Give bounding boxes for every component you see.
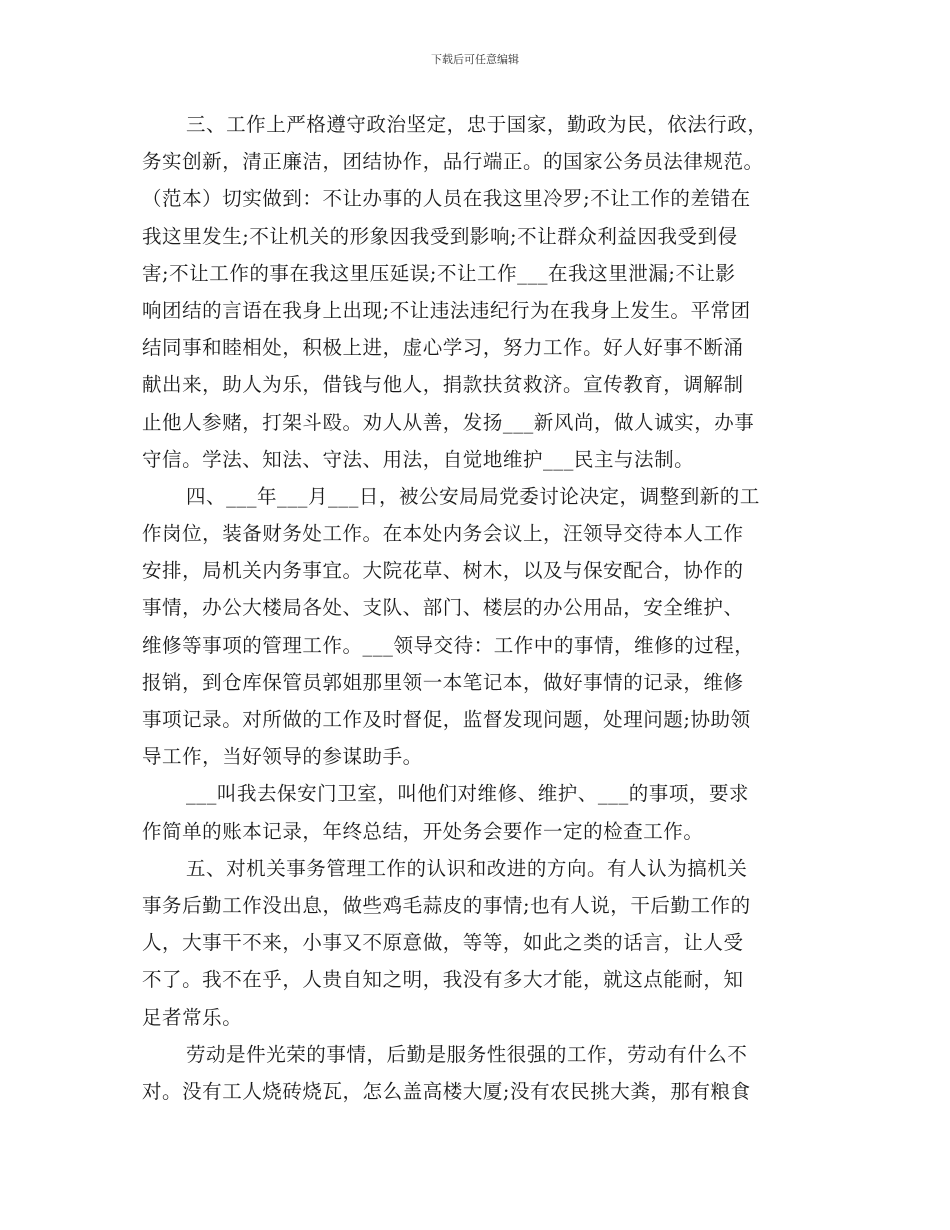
text-line: 害;不让工作的事在我这里压延误;不让工作___在我这里泄漏;不让影 [142,261,736,285]
text-line: 对。没有工人烧砖烧瓦，怎么盖高楼大厦;没有农民挑大粪，那有粮食 [142,1079,751,1103]
text-line: 事务后勤工作没出息，做些鸡毛蒜皮的事情;也有人说，干后勤工作的 [142,893,751,917]
text-line: 献出来，助人为乐，借钱与他人，捐款扶贫救济。宣传教育，调解制 [142,373,744,397]
text-line: 足者常乐。 [142,1005,243,1029]
text-line: 三、工作上严格遵守政治坚定，忠于国家，勤政为民，依法行政， [186,113,768,136]
text-line: 结同事和睦相处，积极上进，虚心学习，努力工作。好人好事不断涌 [142,336,744,360]
text-line: 务实创新，清正廉洁，团结协作，品行端正。的国家公务员法律规范。 [142,150,764,174]
text-line: 作简单的账本记录，年终总结，开处务会要作一定的检查工作。 [142,819,704,843]
text-line: 劳动是件光荣的事情，后勤是服务性很强的工作，劳动有什么不 [186,1042,748,1066]
text-line: 导工作，当好领导的参谋助手。 [142,745,423,769]
page-header: 下载后可任意编辑 [431,53,519,66]
text-line: 维修等事项的管理工作。___领导交待：工作中的事情，维修的过程， [142,633,755,657]
text-line: 响团结的言语在我身上出现;不让违法违纪行为在我身上发生。平常团 [142,298,751,322]
text-line: 不了。我不在乎，人贵自知之明，我没有多大才能，就这点能耐，知 [142,968,744,992]
text-line: 止他人参赌，打架斗殴。劝人从善，发扬___新风尚，做人诚实，办事 [142,410,755,434]
text-line: 安排，局机关内务事宜。大院花草、树木，以及与保安配合，协作的 [142,559,744,583]
text-line: 人，大事干不来，小事又不原意做，等等，如此之类的话言，让人受 [142,931,744,955]
text-line: 守信。学法、知法、守法、用法，自觉地维护___民主与法制。 [142,447,695,471]
text-line: 四、___年___月___日，被公安局局党委讨论决定，调整到新的工 [186,484,760,508]
document-body [142,106,822,1110]
text-line: 作岗位，装备财务处工作。在本处内务会议上，汪领导交待本人工作 [142,522,744,546]
text-line: 五、对机关事务管理工作的认识和改进的方向。有人认为搞机关 [186,856,748,880]
text-line: 事情，办公大楼局各处、支队、部门、楼层的办公用品，安全维护、 [142,596,744,620]
text-line: 我这里发生;不让机关的形象因我受到影响;不让群众利益因我受到侵 [142,224,738,248]
text-line: 事项记录。对所做的工作及时督促，监督发现问题，处理问题;协助领 [142,708,751,731]
text-line: （范本）切实做到：不让办事的人员在我这里冷罗;不让工作的差错在 [142,187,751,211]
text-line: ___叫我去保安门卫室，叫他们对维修、维护、___的事项，要求 [186,782,750,806]
text-line: 报销，到仓库保管员郭姐那里领一本笔记本，做好事情的记录，维修 [142,670,744,694]
